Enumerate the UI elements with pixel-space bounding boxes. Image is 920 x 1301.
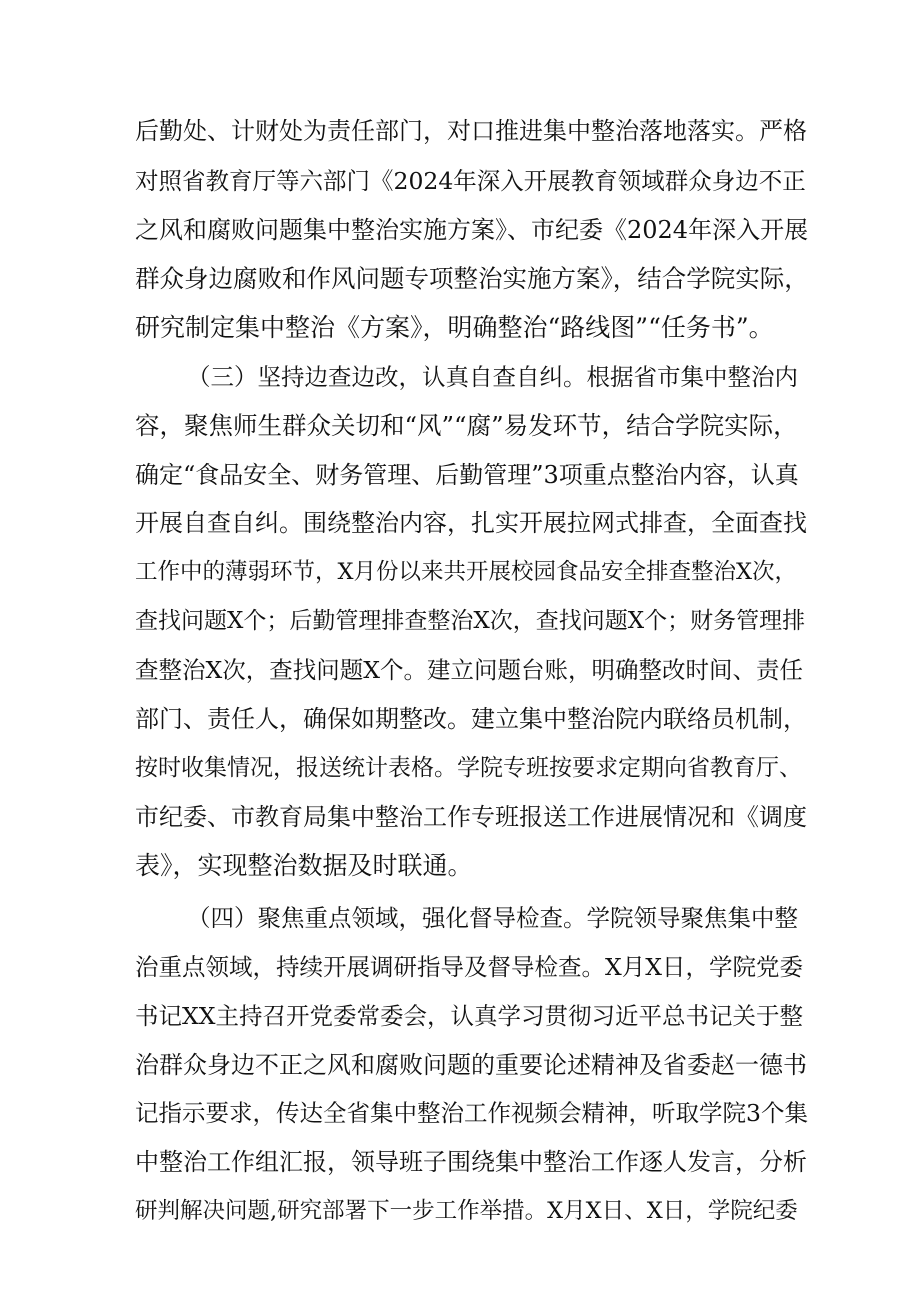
paragraph-line: 研判解决问题,研究部署下一步工作举措。X月X日、X日，学院纪委 (135, 1198, 798, 1224)
paragraph-line: 查整治X次，查找问题X个。建立问题台账，明确整改时间、责任 (135, 656, 803, 684)
paragraph-line: 容，聚焦师生群众关切和“风”“腐”易发环节，结合学院实际， (135, 411, 798, 440)
paragraph-line: 对照省教育厅等六部门《2024年深入开展教育领域群众身边不正 (135, 167, 806, 195)
paragraph-line: 研究制定集中整治《方案》，明确整治“路线图”“任务书”。 (135, 313, 774, 342)
paragraph-line: 按时收集情况，报送统计表格。学院专班按要求定期向省教育厅、 (135, 755, 802, 781)
paragraph-line: 记指示要求，传达全省集中整治工作视频会精神，听取学院3个集 (135, 1099, 808, 1127)
paragraph-line: 书记XX主持召开党委常委会，认真学习贯彻习近平总书记关于整 (135, 1002, 803, 1030)
section-heading-line: （三）坚持边查边改，认真自查自纠。根据省市集中整治内 (187, 363, 798, 391)
paragraph-line: 治群众身边不正之风和腐败问题的重要论述精神及省委赵一德书 (135, 1051, 807, 1079)
paragraph-line: 确定“食品安全、财务管理、后勤管理”3项重点整治内容，认真 (135, 461, 799, 489)
paragraph-line: 查找问题X个；后勤管理排查整治X次，查找问题X个；财务管理排 (135, 608, 806, 634)
paragraph-line: 群众身边腐败和作风问题专项整治实施方案》，结合学院实际， (135, 264, 809, 293)
paragraph-line: 部门、责任人，确保如期整改。建立集中整治院内联络员机制， (135, 705, 807, 733)
paragraph-line: 之风和腐败问题集中整治实施方案》、市纪委《2024年深入开展 (135, 216, 809, 244)
paragraph-line: 治重点领域，持续开展调研指导及督导检查。X月X日，学院党委 (135, 953, 803, 981)
paragraph-line: 市纪委、市教育局集中整治工作专班报送工作进展情况和《调度 (135, 803, 807, 831)
paragraph-line: 工作中的薄弱环节，X月份以来共开展校园食品安全排查整治X次， (135, 559, 798, 585)
paragraph-line: 中整治工作组汇报，领导班子围绕集中整治工作逐人发言，分析 (135, 1148, 807, 1176)
paragraph-line: 开展自查自纠。围绕整治内容，扎实开展拉网式排查，全面查找 (135, 509, 807, 537)
paragraph-line: 表》，实现整治数据及时联通。 (135, 851, 473, 880)
section-heading-line: （四）聚焦重点领域，强化督导检查。学院领导聚焦集中整 (187, 904, 798, 932)
paragraph-line: 后勤处、计财处为责任部门，对口推进集中整治落地落实。严格 (135, 117, 807, 145)
